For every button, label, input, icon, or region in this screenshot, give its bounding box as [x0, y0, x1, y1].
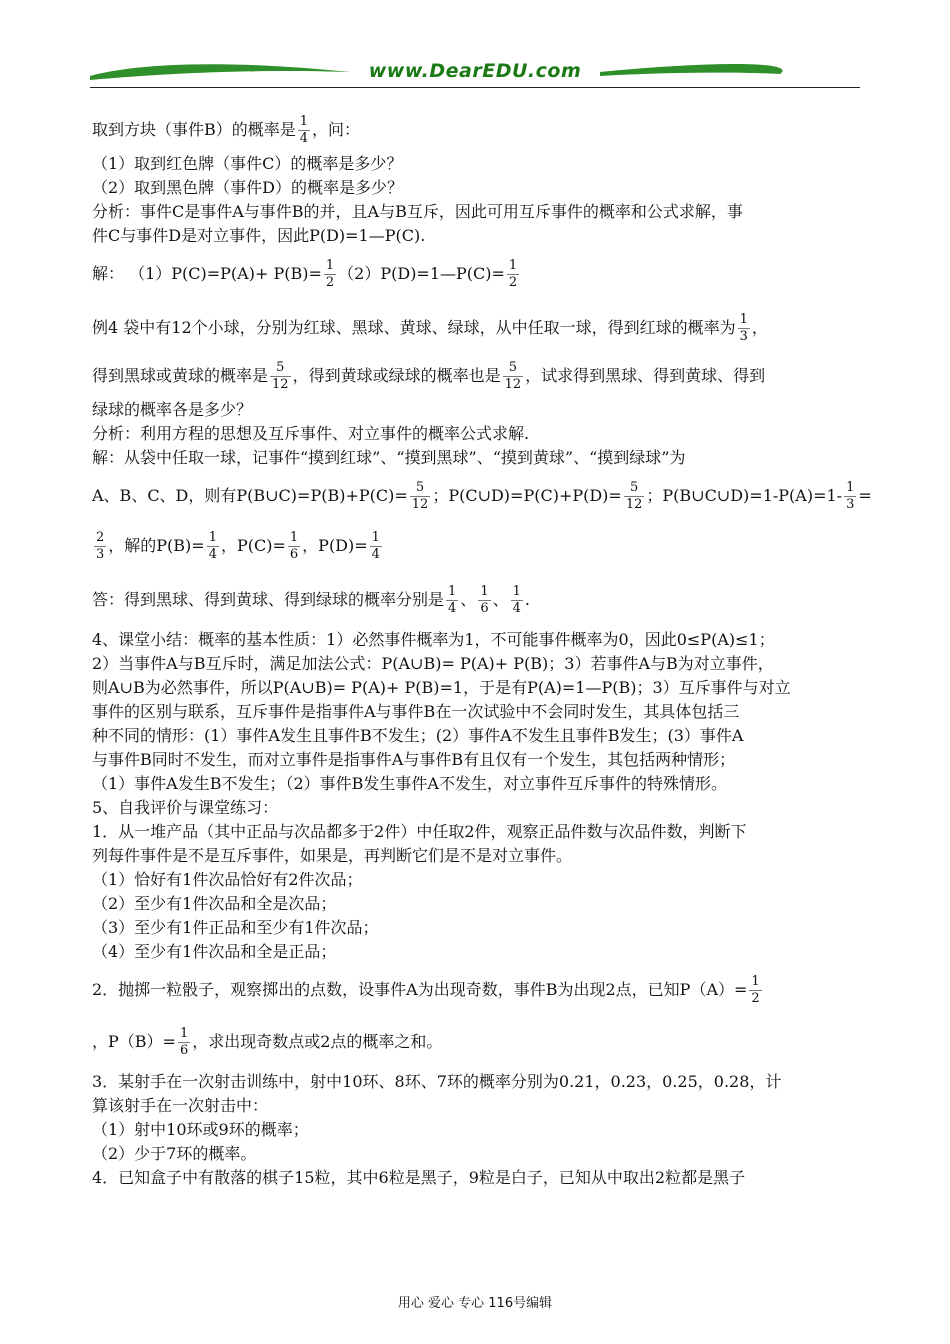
fraction	[738, 312, 750, 345]
fraction	[324, 258, 336, 291]
header-rule	[90, 87, 860, 88]
text-line	[92, 524, 860, 568]
text-line: 分析：事件C是事件A与事件B的并，且A与B互斥，因此可用互斥事件的概率和公式求解，事	[92, 202, 743, 221]
denominator: 4	[299, 131, 309, 146]
text-line: 列每件事件是不是互斥事件，如果是，再判断它们是不是对立事件。	[92, 846, 573, 865]
denominator: 2	[751, 991, 760, 1006]
denominator: 4	[448, 601, 457, 616]
fraction	[624, 480, 645, 513]
numerator: 1	[480, 584, 489, 599]
text-line: 4．已知盒子中有散落的棋子15粒，其中6粒是黑子，9粒是白子，已知从中取出2粒都是黑子	[92, 1168, 746, 1187]
fraction	[844, 480, 856, 513]
fraction	[511, 584, 523, 617]
text-line: （2）至少有1件次品和全是次品；	[92, 894, 337, 913]
text-line	[92, 306, 860, 350]
numerator: 5	[270, 360, 291, 377]
text: （2）P(D)=1—P(C)=	[338, 264, 505, 283]
numerator: 1	[751, 974, 760, 989]
text-line: 算该射手在一次射击中：	[92, 1096, 269, 1115]
fraction	[507, 258, 519, 291]
fraction	[178, 1026, 190, 1059]
denominator: 12	[272, 377, 289, 392]
fraction	[410, 480, 431, 513]
text-line: （2）取到黑色牌（事件D）的概率是多少？	[92, 178, 404, 197]
fraction	[298, 114, 310, 147]
denominator: 4	[512, 601, 521, 616]
denominator: 2	[325, 275, 335, 290]
text-line	[92, 578, 860, 622]
numerator: 1	[289, 530, 299, 545]
text: 2．抛掷一粒骰子，观察掷出的点数，设事件A为出现奇数，事件B为出现2点，已知P（A）=	[92, 980, 748, 999]
numerator: 1	[846, 480, 855, 495]
text-line: 与事件B同时不发生，而对立事件是指事件A与事件B有且仅有一个发生，其包括两种情形；	[92, 750, 736, 769]
denominator: 4	[208, 547, 217, 562]
text: 答：得到黑球、得到黄球、得到绿球的概率分别是	[92, 590, 445, 609]
text-line: 5、自我评价与课堂练习：	[92, 798, 279, 817]
text-line: 解：从袋中任取一球，记事件“摸到红球”、“摸到黑球”、“摸到黄球”、“摸到绿球”为	[92, 448, 686, 467]
denominator: 12	[625, 497, 643, 512]
text: 取到方块（事件B）的概率是	[92, 120, 296, 139]
text: ，P(D)=	[302, 536, 368, 555]
denominator: 3	[96, 547, 105, 562]
denominator: 3	[846, 497, 855, 512]
text-line: （2）少于7环的概率。	[92, 1144, 257, 1163]
numerator: 1	[208, 530, 217, 545]
text-line: 3．某射手在一次射击训练中，射中10环、8环、7环的概率分别为0.21，0.23，0.25，0.28，计	[92, 1072, 782, 1091]
text: ，求出现奇数点或2点的概率之和。	[192, 1032, 443, 1051]
text-line: （1）取到红色牌（事件C）的概率是多少？	[92, 154, 403, 173]
numerator: 1	[508, 258, 518, 273]
text: ，	[751, 318, 768, 337]
fraction	[749, 974, 761, 1007]
text-line: 则A∪B为必然事件，所以P(A∪B)= P(A)+ P(B)=1，于是有P(A)=1—P(B)；3）互斥事件与对立	[92, 678, 791, 697]
text: ，问：	[312, 120, 361, 139]
fraction	[94, 530, 106, 563]
numerator: 5	[410, 480, 431, 497]
page-footer: 用心 爱心 专心 116号编辑	[397, 1296, 553, 1311]
text: ，得到黄球或绿球的概率也是	[292, 366, 501, 385]
fraction	[288, 530, 300, 563]
fraction	[478, 584, 490, 617]
numerator: 1	[325, 258, 335, 273]
fraction	[503, 360, 524, 393]
numerator: 1	[179, 1026, 189, 1041]
numerator: 5	[503, 360, 524, 377]
text-line	[92, 474, 872, 518]
text: ；P(C∪D)=P(C)+P(D)=	[432, 486, 622, 505]
denominator: 12	[411, 497, 429, 512]
fraction	[446, 584, 458, 617]
text-line: 1．从一堆产品（其中正品与次品都多于2件）中任取2件，观察正品件数与次品件数，判断下	[92, 822, 747, 841]
text-line: （1）射中10环或9环的概率；	[92, 1120, 309, 1139]
numerator: 1	[739, 312, 748, 327]
site-logo-text: www.DearEDU.com	[368, 60, 582, 82]
text: ，解的P(B)=	[108, 536, 205, 555]
text-line: （1）恰好有1件次品恰好有2件次品；	[92, 870, 363, 889]
text-line	[92, 108, 860, 152]
fraction	[370, 530, 382, 563]
text-line	[92, 968, 860, 1012]
text: ，P(C)=	[220, 536, 286, 555]
numerator: 2	[96, 530, 105, 545]
denominator: 6	[480, 601, 489, 616]
text: 例4 袋中有12个小球，分别为红球、黑球、黄球、绿球，从中任取一球，得到红球的概率为	[92, 318, 736, 337]
denominator: 2	[508, 275, 518, 290]
denominator: 4	[371, 547, 380, 562]
text: A、B、C、D，则有P(B∪C)=P(B)+P(C)=	[92, 486, 408, 505]
text-line: （1）事件A发生B不发生；（2）事件B发生事件A不发生，对立事件互斥事件的特殊情形。	[92, 774, 727, 793]
denominator: 6	[289, 547, 299, 562]
document-body	[92, 108, 872, 1190]
text-line: 件C与事件D是对立事件，因此P(D)=1—P(C).	[92, 226, 426, 245]
text: ，试求得到黑球、得到黄球、得到	[525, 366, 766, 385]
fraction	[207, 530, 219, 563]
numerator: 5	[624, 480, 645, 497]
numerator: 1	[299, 114, 309, 129]
text: ，P（B）=	[92, 1032, 176, 1051]
numerator: 1	[448, 584, 457, 599]
text: 、	[460, 590, 477, 609]
text-line: 分析：利用方程的思想及互斥事件、对立事件的概率公式求解.	[92, 424, 530, 443]
numerator: 1	[371, 530, 380, 545]
text-line	[92, 354, 860, 398]
text: =	[858, 486, 872, 505]
page-header	[90, 56, 860, 92]
text: 解： （1）P(C)=P(A)+ P(B)=	[92, 264, 322, 283]
numerator: 1	[512, 584, 521, 599]
denominator: 12	[504, 377, 522, 392]
fraction	[270, 360, 291, 393]
text-line: 2）当事件A与B互斥时，满足加法公式：P(A∪B)= P(A)+ P(B)；3）若事件A与B为对立事件，	[92, 654, 774, 673]
denominator: 3	[739, 329, 748, 344]
text-line: 4、课堂小结：概率的基本性质：1）必然事件概率为1，不可能事件概率为0，因此0≤P(A)≤1；	[92, 630, 775, 649]
text: .	[524, 590, 530, 609]
text-line: 种不同的情形：(1）事件A发生且事件B不发生；(2）事件A不发生且事件B发生；(3）事件A	[92, 726, 744, 745]
text-line: （3）至少有1件正品和至少有1件次品；	[92, 918, 379, 937]
text: ；P(B∪C∪D)=1-P(A)=1-	[646, 486, 843, 505]
text-line: 绿球的概率各是多少？	[92, 400, 253, 419]
text: 得到黑球或黄球的概率是	[92, 366, 269, 385]
denominator: 6	[179, 1043, 189, 1058]
text-line: （4）至少有1件次品和全是正品；	[92, 942, 337, 961]
text: 、	[492, 590, 509, 609]
text-line	[92, 1020, 860, 1064]
text-line	[92, 252, 860, 296]
text-line: 事件的区别与联系，互斥事件是指事件A与事件B在一次试验中不会同时发生，其具体包括三	[92, 702, 740, 721]
